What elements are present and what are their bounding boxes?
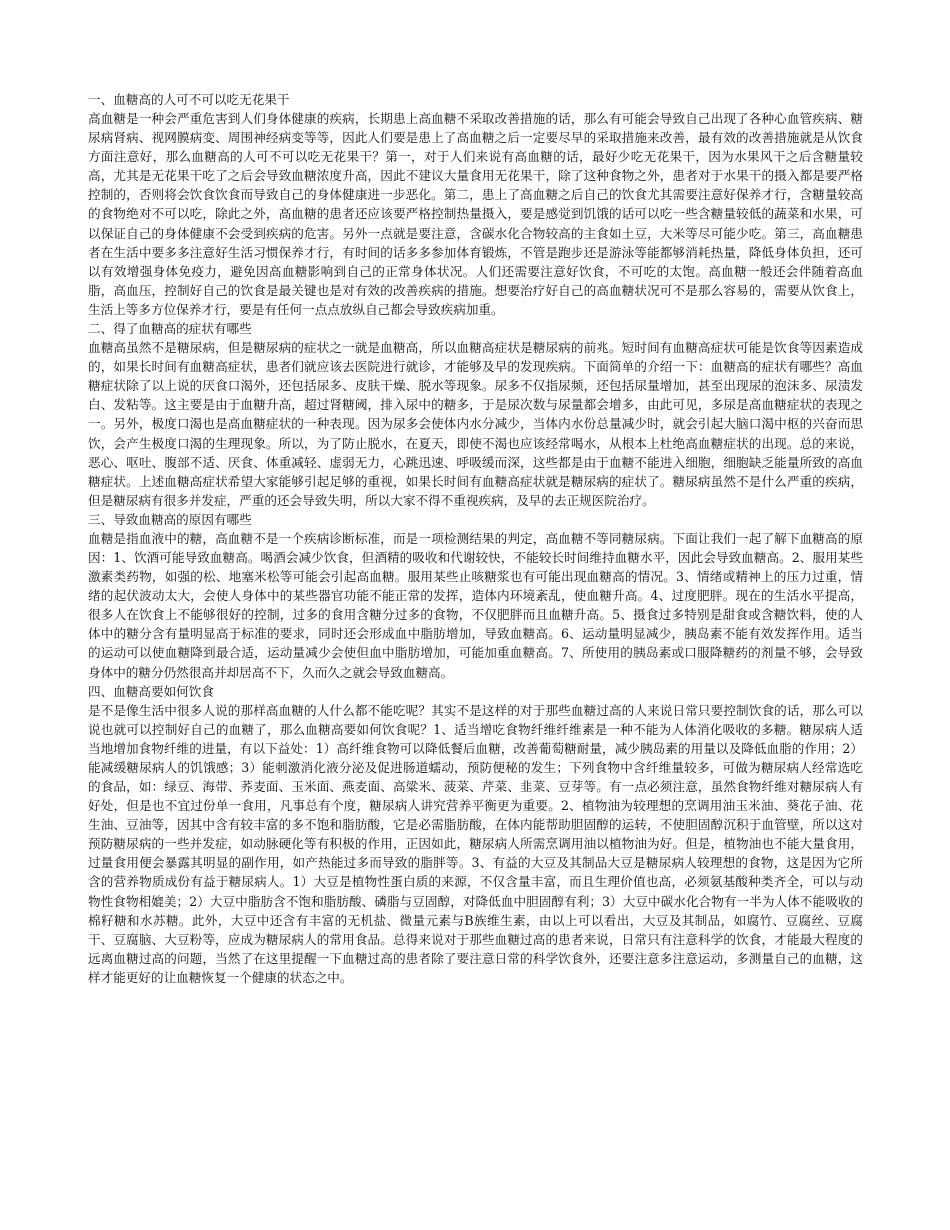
section-2-heading: 二、得了血糖高的症状有哪些 — [88, 321, 252, 337]
section-3-heading: 三、导致血糖高的原因有哪些 — [88, 511, 252, 527]
section-2-body: 血糖高虽然不是糖尿病，但是糖尿病的症状之一就是血糖高，所以血糖高症状是糖尿病的前兆。短时间有血糖高症状可能是饮食等因素造成的，如果长时间有血糖高症状，患者们就应该去医院进行就诊，才能够及早的发现疾病。下面简单的介绍一下：血糖高的症状有哪些？高血糖症状除了以上说的厌食口渴外，还包括尿多、皮肤干燥、脱水等现象。尿多不仅指尿频，还包括尿量增加，甚至出现尿的泡沫多、尿渍发白、发粘等。这主要是由于血糖升高，超过肾糖阈，排入尿中的糖多，于是尿次数与尿量都会增多，由此可见，多尿是高血糖症状的表现之一。另外，极度口渴也是高血糖症状的一种表现。因为尿多会使体内水分减少，当体内水份总量减少时，就会引起大脑口渴中枢的兴奋而思饮，会产生极度口渴的生理现象。所以，为了防止脱水，在夏天，即使不渴也应该经常喝水，从根本上杜绝高血糖症状的出现。总的来说，恶心、呕吐、腹部不适、厌食、体重减轻、虚弱无力，心跳迅速、呼吸缓而深，这些都是由于血糖不能进入细胞，细胞缺乏能量所致的高血糖症状。上述血糖高症状希望大家能够引起足够的重视，如果长时间有血糖高症状就是糖尿病的症状了。糖尿病虽然不是什么严重的疾病，但是糖尿病有很多并发症，严重的还会导致失明，所以大家不得不重视疾病，及早的去正规医院治疗。 — [88, 340, 863, 508]
article — [88, 90, 863, 987]
section-4-heading: 四、血糖高要如何饮食 — [88, 683, 214, 699]
section-1-heading: 一、血糖高的人可不可以吃无花果干 — [88, 92, 290, 107]
section-4-body: 是不是像生活中很多人说的那样高血糖的人什么都不能吃呢？其实不是这样的对于那些血糖过高的人来说日常只要控制饮食的话，那么可以说也就可以控制好自己的血糖了，那么血糖高要如何饮食呢？1、适当增吃食物纤维纤维素是一种不能为人体消化吸收的多糖。糖尿病人适当地增加食物纤维的进量，有以下益处：1）高纤维食物可以降低餐后血糖，改善葡萄糖耐量，减少胰岛素的用量以及降低血脂的作用；2）能减缓糖尿病人的饥饿感；3）能刺激消化液分泌及促进肠道蠕动，预防便秘的发生；下列食物中含纤维量较多，可做为糖尿病人经常选吃的食品，如：绿豆、海带、荞麦面、玉米面、燕麦面、高粱米、菠菜、芹菜、韭菜、豆芽等。有一点必须注意，虽然食物纤维对糖尿病人有好处，但是也不宜过份单一食用，凡事总有个度，糖尿病人讲究营养平衡更为重要。2、植物油为较理想的烹调用油玉米油、葵花子油、花生油、豆油等，因其中含有较丰富的多不饱和脂肪酸，它是必需脂肪酸，在体内能帮助胆固醇的运转，不使胆固醇沉积于血管壁，所以这对预防糖尿病的一些并发症，如动脉硬化等有积极的作用，正因如此，糖尿病人所需烹调用油以植物油为好。但是，植物油也不能大量食用，过量食用便会暴露其明显的副作用，如产热能过多而导致的脂胖等。3、有益的大豆及其制品大豆是糖尿病人较理想的食物，这是因为它所含的营养物质成份有益于糖尿病人。1）大豆是植物性蛋白质的来源，不仅含量丰富，而且生理价值也高，必须氨基酸种类齐全，可以与动物性食物相媲美；2）大豆中脂肪含不饱和脂肪酸、磷脂与豆固醇，对降低血中胆固醇有利；3）大豆中碳水化合物有一半为人体不能吸收的棉籽糖和水苏糖。此外，大豆中还含有丰富的无机盐、微量元素与B族维生素，由以上可以看出，大豆及其制品，如腐竹、豆腐丝、豆腐干、豆腐脑、大豆粉等，应成为糖尿病人的常用食品。总得来说对于那些血糖过高的患者来说，日常只有注意科学的饮食，才能最大程度的远离血糖过高的问题，当然了在这里提醒一下血糖过高的患者除了要注意日常的科学饮食外，还要注意多注意运动，多测量自己的血糖，这样才能更好的让血糖恢复一个健康的状态之中。 — [88, 702, 863, 985]
section-3-body: 血糖是指血液中的糖，高血糖不是一个疾病诊断标准，而是一项检测结果的判定，高血糖不等同糖尿病。下面让我们一起了解下血糖高的原因：1、饮酒可能导致血糖高。喝酒会减少饮食，但酒精的吸收和代谢较快，不能较长时间维持血糖水平，因此会导致血糖高。2、服用某些激素类药物，如强的松、地塞米松等可能会引起高血糖。服用某些止咳糖浆也有可能出现血糖高的情况。3、情绪或精神上的压力过重，情绪的起伏波动太大，会使人身体中的某些器官功能不能正常的发挥，造体内环境紊乱，使血糖升高。4、过度肥胖。现在的生活水平提高，很多人在饮食上不能够很好的控制，过多的食用含糖分过多的食物，不仅肥胖而且血糖升高。5、摄食过多特别是甜食或含糖饮料，使的人体中的糖分含有量明显高于标准的要求，同时还会形成血中脂肪增加，导致血糖高。6、运动量明显减少，胰岛素不能有效发挥作用。适当的运动可以使血糖降到最合适，运动量减少会使但血中脂肪增加，可能加重血糖高。7、所使用的胰岛素或口服降糖药的剂量不够，会导致身体中的糖分仍然很高并却居高不下，久而久之就会导致血糖高。 — [88, 530, 863, 680]
section-1-body: 高血糖是一种会严重危害到人们身体健康的疾病，长期患上高血糖不采取改善措施的话，那么有可能会导致自己出现了各种心血管疾病、糖尿病肾病、视网膜病变、周围神经病变等等，因此人们要是患上了高血糖之后一定要尽早的采取措施来改善，最有效的改善措施就是从饮食方面注意好，那么血糖高的人可不可以吃无花果干？第一，对于人们来说有高血糖的话，最好少吃无花果干，因为水果风干之后含糖量较高，尤其是无花果干吃了之后会导致血糖浓度升高，因此不建议大量食用无花果干，除了这种食物之外，患者对于水果干的摄入都是要严格控制的，否则将会饮食饮食而导致自己的身体健康进一步恶化。第二，患上了高血糖之后自己的饮食尤其需要注意好保养才行，含糖量较高的食物绝对不可以吃，除此之外，高血糖的患者还应该要严格控制热量摄入，要是感觉到饥饿的话可以吃一些含糖量较低的蔬菜和水果，可以保证自己的身体健康不会受到疾病的危害。另外一点就是要注意，含碳水化合物较高的主食如土豆，大米等尽可能少吃。第三，高血糖患者在生活中要多多注意好生活习惯保养才行，有时间的话多多参加体育锻炼，不管是跑步还是游泳等能都够消耗热量，降低身体负担，还可以有效增强身体免疫力，避免因高血糖影响到自己的正常身体状况。人们还需要注意好饮食，不可吃的太饱。高血糖一般还会伴随着高血脂，高血压，控制好自己的饮食是最关键也是对有效的改善疾病的措施。想要治疗好自己的高血糖状况可不是那么容易的，需要从饮食上，生活上等多方位保养才行，要是有任何一点点放纵自己都会导致疾病加重。 — [88, 111, 863, 317]
